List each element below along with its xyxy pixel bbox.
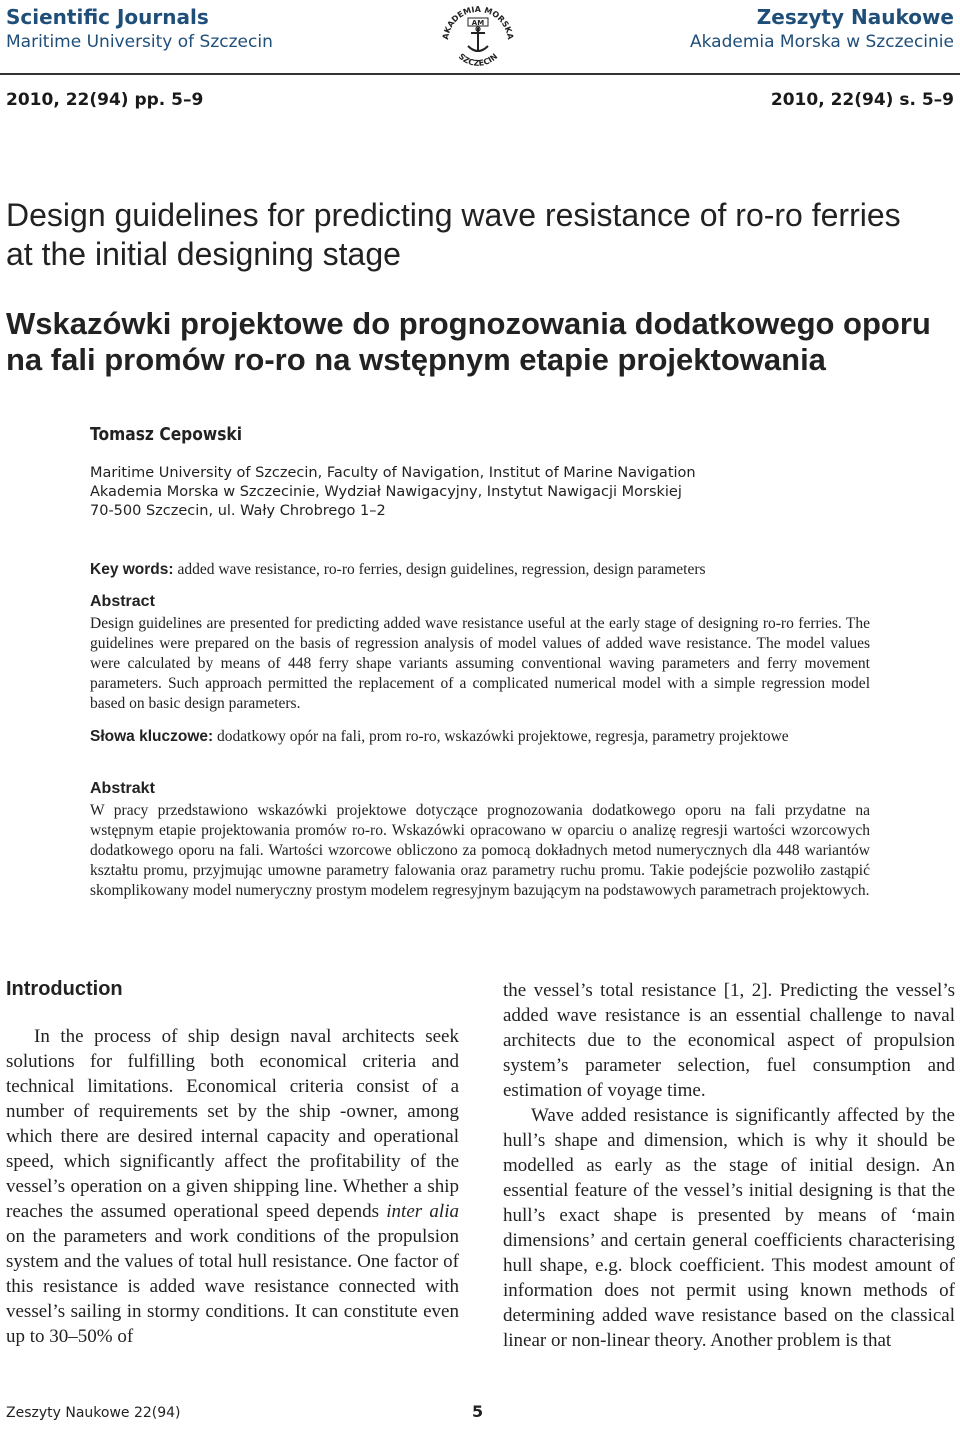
keywords-label: Key words: (90, 561, 174, 578)
abstract-heading: Abstract (90, 593, 155, 610)
abstract-text: Design guidelines are presented for predicting added wave resistance useful at the early stage of designing ro-ro ferries. The guidelines were prepared on the basis of regression analysis of model values of added wave resistance. The model values were calculated by means of 448 ferry shape variants assuming conventional waving parameters and ferry movement parameters. Such approach permitted the replacement of a complicated numerical model with a simple regression model based on basic design parameters. (90, 615, 870, 712)
affiliation-line-pl: Akademia Morska w Szczecinie, Wydział Nawigacyjny, Instytut Nawigacji Morskiej (90, 484, 682, 500)
paper-title-en: Design guidelines for predicting wave resistance of ro-ro ferries at the initial designing stage (6, 197, 901, 272)
journal-title-en: Scientific Journals (6, 5, 209, 29)
volume-info-en: 2010, 22(94) pp. 5–9 (6, 90, 204, 110)
intro-p1-text: In the process of ship design naval architects seek solutions for fulfilling both economical criteria and technical limitations. Economical criteria consist of a number of requirements set by the ship -owner, among which there are desired internal capacity and operational speed, which significantly affect the profitability of the vessel’s operation on a given shipping line. Whether a ship reaches the assumed operational speed depends (6, 1026, 459, 1222)
svg-text:AM: AM (471, 19, 485, 27)
svg-text:AKADEMIA MORSKA: AKADEMIA MORSKA (441, 4, 515, 41)
journal-header-en (6, 4, 273, 54)
journal-publisher-pl: Akademia Morska w Szczecinie (689, 32, 954, 52)
paper-title-pl: Wskazówki projektowe do prognozowania dodatkowego oporu na fali promów ro-ro na wstępnym etapie projektowania (6, 306, 931, 377)
abstract-pl-text: W pracy przedstawiono wskazówki projektowe dotyczące prognozowania dodatkowego oporu na fali przydatne na wstępnym etapie projektowania promów ro-ro. Wskazówki opracowano w oparciu o analizę regresji wartości wzorcowych dodatkowego oporu na fali. Wartości wzorcowe obliczono za pomocą dokładnych metod numerycznych dla 448 wariantów kształtu promu, przyjmując umowne parametry falowania oraz parametry ruchu promu. Takie podejście pozwoliło zastąpić skomplikowany model numeryczny prostym modelem regresyjnym bazującym na podstawowych parametrach projektowych. (90, 802, 870, 899)
author-name: Tomasz Cepowski (90, 424, 243, 445)
abstract-pl-heading: Abstrakt (90, 780, 155, 797)
keywords-en (90, 560, 870, 580)
abstract-en (90, 592, 870, 714)
footer-journal: Zeszyty Naukowe 22(94) (6, 1405, 181, 1421)
university-seal-logo (438, 2, 518, 70)
journal-publisher-en: Maritime University of Szczecin (6, 32, 273, 52)
keywords-pl-text: dodatkowy opór na fali, prom ro-ro, wskazówki projektowe, regresja, parametry projektowe (217, 728, 789, 745)
intro-p1-text-cont: on the parameters and work conditions of the propulsion system and the values of total hull resistance. One factor of this resistance is added wave resistance connected with vessel’s sailing in stormy conditions. It can constitute even up to 30–50% of (6, 1226, 459, 1347)
keywords-text: added wave resistance, ro-ro ferries, design guidelines, regression, design parameters (177, 561, 706, 578)
abstract-pl (90, 779, 870, 901)
keywords-pl (90, 727, 870, 747)
affiliation-line-en: Maritime University of Szczecin, Faculty of Navigation, Institut of Marine Navigation (90, 465, 696, 481)
journal-header-pl (690, 4, 954, 54)
intro-paragraph-1-cont: the vessel’s total resistance [1, 2]. Predicting the vessel’s added wave resistance is an essential challenge to naval architects due to the economical aspect of propulsion system’s parameter selection, fuel consumption and estimation of voyage time. (503, 980, 955, 1101)
svg-text:SZCZECIN: SZCZECIN (456, 51, 500, 68)
journal-title-pl: Zeszyty Naukowe (756, 5, 954, 29)
introduction-heading: Introduction (6, 978, 123, 1000)
intro-p1-italic: inter alia (386, 1201, 459, 1222)
body-column-right (503, 978, 955, 1353)
header-divider (0, 73, 960, 75)
author-affiliation (90, 464, 696, 521)
body-column-left (6, 1024, 459, 1349)
intro-paragraph-1 (6, 1024, 459, 1349)
intro-paragraph-2: Wave added resistance is significantly affected by the hull’s shape and dimension, which is why it should be modelled as early as the stage of initial design. An essential feature of the vessel’s initial designing is that the hull’s exact shape is presented by means of ‘main dimensions’ and certain general coefficients characterising hull shape, e.g. block coefficient. This modest amount of information does not permit using known methods of determining added wave resistance based on the classical linear or non-linear theory. Another problem is that (503, 1105, 955, 1351)
affiliation-address: 70-500 Szczecin, ul. Wały Chrobrego 1–2 (90, 503, 386, 519)
volume-info-pl: 2010, 22(94) s. 5–9 (770, 90, 954, 110)
page-number: 5 (472, 1402, 484, 1421)
keywords-pl-label: Słowa kluczowe: (90, 728, 214, 745)
